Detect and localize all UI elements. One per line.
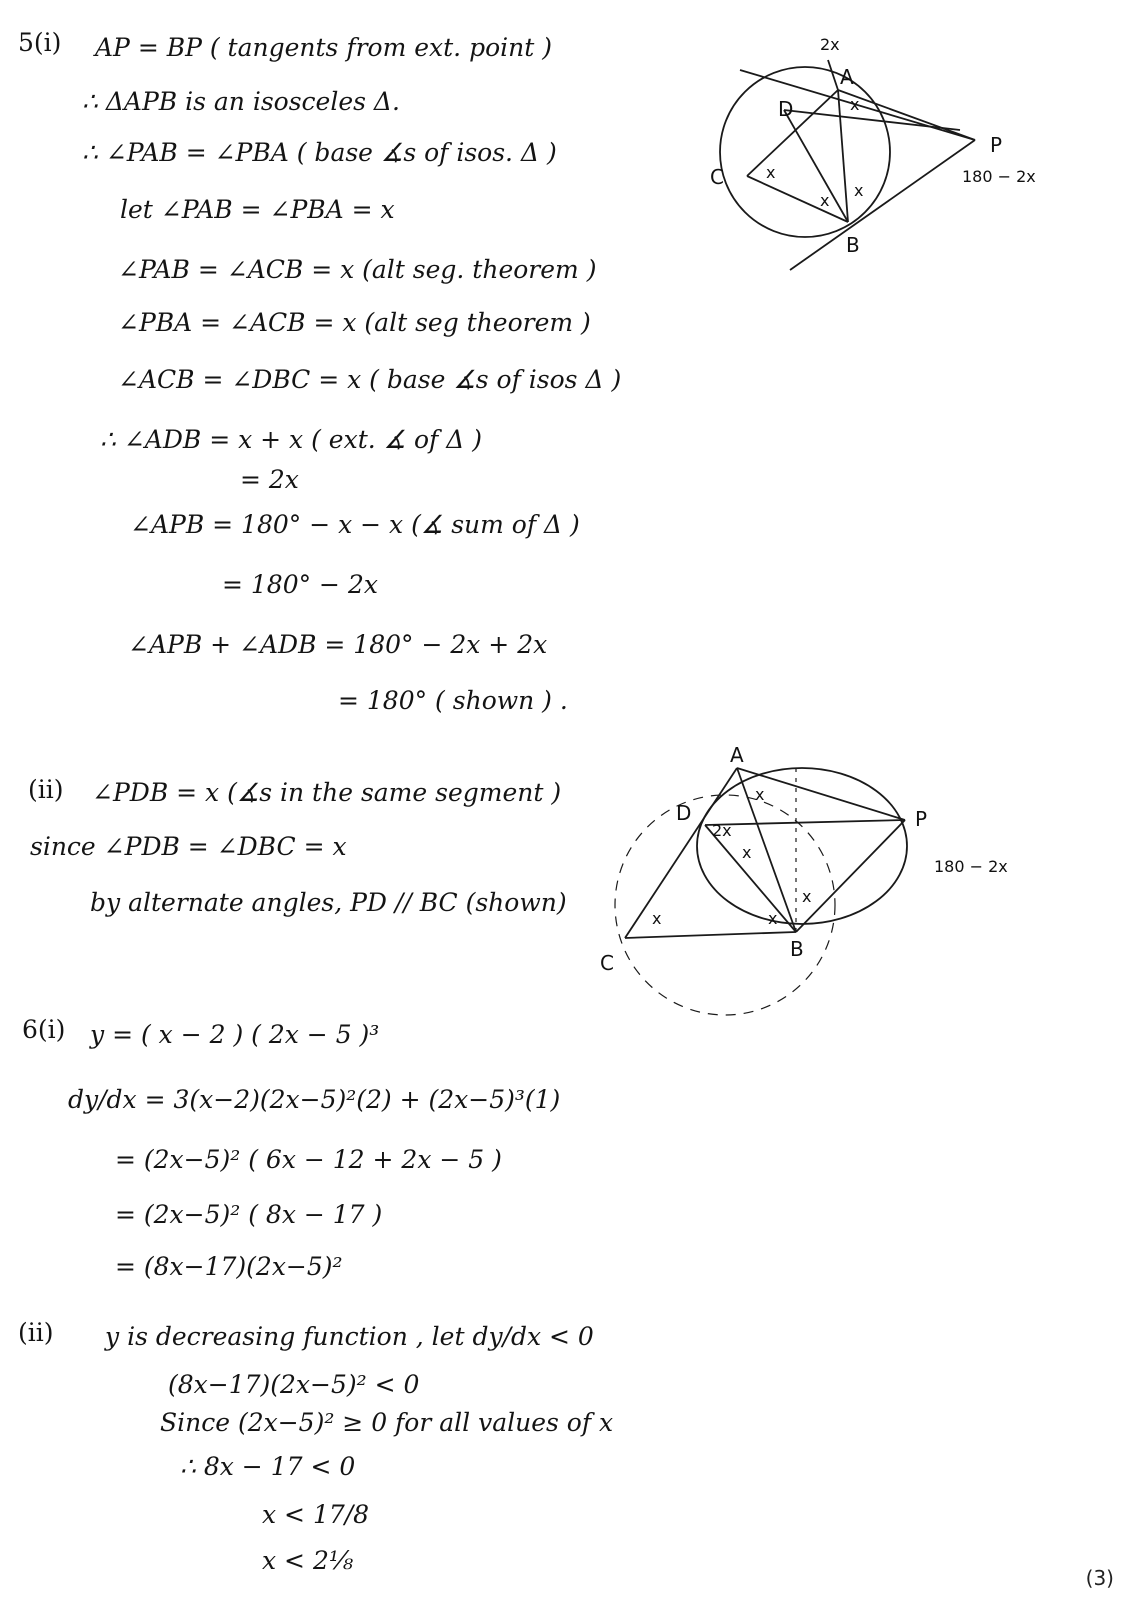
q5-i-line-3: ∴ ∠PAB = ∠PBA ( base ∡s of isos. Δ ) [82, 138, 557, 167]
d1-label-2x-top: 2x [820, 35, 840, 54]
q6-i-line-2: dy/dx = 3(x−2)(2x−5)²(2) + (2x−5)³(1) [68, 1085, 561, 1114]
d2-point-b: B [790, 937, 804, 961]
d1-point-p: P [990, 133, 1003, 157]
d1-label-angle-p: 180 − 2x [962, 167, 1036, 186]
circle-tangent-diagram-1 [700, 30, 1060, 270]
q6-i-line-5: = (8x−17)(2x−5)² [115, 1252, 343, 1281]
q5-i-line-2: ∴ ΔAPB is an isosceles Δ. [82, 87, 400, 116]
d2-label-x-b1: x [768, 909, 778, 928]
q6-i-line-3: = (2x−5)² ( 6x − 12 + 2x − 5 ) [115, 1145, 502, 1174]
d1-point-a: A [840, 65, 854, 89]
q6-ii-line-3: Since (2x−5)² ≥ 0 for all values of x [160, 1408, 614, 1437]
q6-ii-line-1: y is decreasing function , let dy/dx < 0 [105, 1322, 594, 1351]
q5-i-line-13: = 180° ( shown ) . [338, 686, 568, 715]
d2-label-angle-p: 180 − 2x [934, 857, 1008, 876]
d2-point-p: P [915, 807, 928, 831]
q5-i-line-11: = 180° − 2x [222, 570, 378, 599]
q5-i-line-12: ∠APB + ∠ADB = 180° − 2x + 2x [128, 630, 548, 659]
d1-label-x-c: x [766, 163, 776, 182]
q5-i-line-6: ∠PBA = ∠ACB = x (alt seg theorem ) [118, 308, 591, 337]
d2-label-x-mid: x [742, 843, 752, 862]
q5-i-number: 5(i) [18, 28, 62, 57]
q6-ii-number: (ii) [18, 1318, 54, 1347]
q6-i-line-1: y = ( x − 2 ) ( 2x − 5 )³ [90, 1020, 380, 1049]
q5-ii-line-1: ∠PDB = x (∡s in the same segment ) [92, 778, 562, 807]
d1-point-d: D [778, 97, 794, 121]
d1-label-x-b2: x [854, 181, 864, 200]
page-marks: (3) [1085, 1566, 1114, 1590]
circle-1 [720, 67, 890, 237]
d2-point-a: A [730, 743, 744, 767]
q5-i-line-9: = 2x [240, 465, 299, 494]
d1-label-x-a: x [850, 95, 860, 114]
circle-tangent-diagram-2 [590, 743, 1030, 1000]
q5-i-line-1: AP = BP ( tangents from ext. point ) [95, 33, 552, 62]
q5-i-line-10: ∠APB = 180° − x − x (∡ sum of Δ ) [130, 510, 580, 539]
d2-label-2x-d: 2x [712, 821, 732, 840]
q5-ii-line-2: since ∠PDB = ∠DBC = x [30, 832, 347, 861]
q5-i-line-4: let ∠PAB = ∠PBA = x [120, 195, 395, 224]
d1-point-b: B [846, 233, 860, 257]
q6-i-number: 6(i) [22, 1015, 66, 1044]
d2-label-x-a: x [755, 785, 765, 804]
d1-point-c: C [710, 165, 724, 189]
tangent-line-pb [790, 140, 975, 270]
q5-ii-line-3: by alternate angles, PD // BC (shown) [90, 888, 567, 917]
d1-label-x-b1: x [820, 191, 830, 210]
q6-ii-line-4: ∴ 8x − 17 < 0 [180, 1452, 356, 1481]
q5-i-line-8: ∴ ∠ADB = x + x ( ext. ∡ of Δ ) [100, 425, 482, 454]
d2-point-c: C [600, 951, 614, 975]
q5-ii-number: (ii) [28, 775, 64, 804]
d2-point-d: D [676, 801, 692, 825]
q6-ii-line-2: (8x−17)(2x−5)² < 0 [168, 1370, 420, 1399]
q6-ii-line-5: x < 17/8 [262, 1500, 370, 1529]
d2-label-x-c: x [652, 909, 662, 928]
q6-i-line-4: = (2x−5)² ( 8x − 17 ) [115, 1200, 383, 1229]
q5-i-line-7: ∠ACB = ∠DBC = x ( base ∡s of isos Δ ) [118, 365, 622, 394]
q5-i-line-5: ∠PAB = ∠ACB = x (alt seg. theorem ) [118, 255, 597, 284]
q6-ii-line-6: x < 2⅛ [262, 1546, 354, 1575]
d2-label-x-b2: x [802, 887, 812, 906]
